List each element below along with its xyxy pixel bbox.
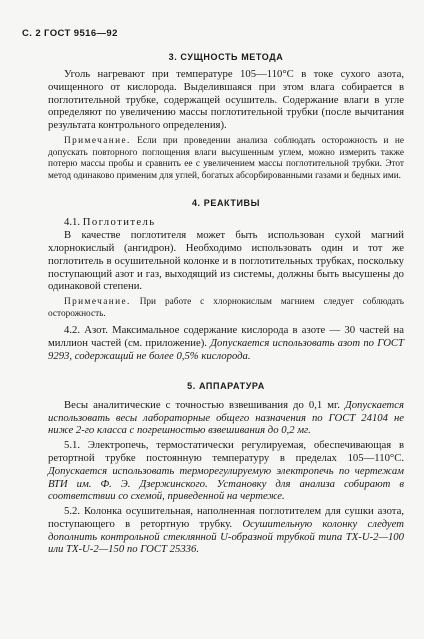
page-header: С. 2 ГОСТ 9516—92 (22, 28, 118, 39)
section-3-title: 3. СУЩНОСТЬ МЕТОДА (168, 52, 284, 62)
subsection-4-1-paragraph: В качестве поглотителя может быть использован сухой магний хлорнокислый (ангидрон). Необходимо использовать один и тот же поглотитель в осушительной колонке и в поглотительных трубках, поскольку поступающий азот и газ, выходящий из системы, должны быть высушены до одинаковой степени. (48, 229, 404, 293)
note-text: Если при проведении анализа соблюдать осторожность и не допускать повторного поглощения влаги высушенным углем, можно измерить также потерю массы пробы и сравнить ее с увеличением массы поглотительной трубки. Этот метод одинаково применим для углей, богатых абсорбированными газами и бедных ими. (48, 135, 404, 181)
section-4-title: 4. РЕАКТИВЫ (191, 198, 261, 209)
italic-text: Допускается использовать азот по ГОСТ 9293, содержащий не более 0,5% кислорода. (48, 337, 404, 362)
regular-text: 5.2. Колонка осушительная, наполненная поглотителем для сушки азота, поступающего в ретортную трубку. (48, 505, 404, 530)
subsection-5-1-paragraph (48, 439, 404, 503)
section-3-note (48, 136, 404, 182)
italic-text: Осушительную колонку следует дополнить контрольной стеклянной U-образной трубкой типа ТХ-U-2—100 или ТХ-U-2—150 по ГОСТ 25336. (48, 517, 404, 556)
section-4-note (48, 297, 404, 320)
note-label: Примечание. (64, 297, 131, 308)
note-text: При работе с хлорнокислым магнием следует соблюдать осторожность. (48, 297, 404, 319)
subsection-4-1-heading (48, 216, 404, 229)
section-5-paragraph (48, 399, 404, 437)
subsection-number: 4.1. (64, 216, 81, 229)
subsection-4-2-paragraph (48, 324, 404, 362)
regular-text: 4.2. Азот. Максимальное содержание кислорода в азоте — 30 частей на миллион частей (см. приложение). (48, 324, 404, 350)
subsection-5-2-paragraph (48, 505, 404, 556)
section-3-paragraph: Уголь нагревают при температуре 105—110°С в токе сухого азота, очищенного от кислорода. Выделившаяся при этом влага собирается в поглотительной трубке, содержащей осушитель. Содержание влаги в угле определяют по увеличению массы поглотительной трубки (после вычитания результата контрольного определения). (48, 68, 404, 132)
italic-text: Допускается использовать весы лабораторные общего назначения по ГОСТ 24104 не ниже 2-го класса с погрешностью взвешивания до 0,2 мг. (48, 398, 404, 437)
note-label: Примечание. (64, 135, 131, 146)
subsection-title: Поглотитель (82, 216, 156, 229)
section-5-title: 5. АППАРАТУРА (187, 380, 265, 391)
italic-text: Допускается использовать терморегулируемую электропечь по чертежам ВТИ им. Ф. Э. Дзержинского. Установку для анализа собирают в соответствии со схемой, приведенной на чертеже. (48, 464, 404, 503)
regular-text: Весы аналитические с точностью взвешивания до 0,1 мг. (64, 398, 345, 411)
regular-text: 5.1. Электропечь, термостатически регулируемая, обеспечивающая в ретортной трубке постоянную температуру в пределах 105—110°С. (48, 439, 404, 464)
